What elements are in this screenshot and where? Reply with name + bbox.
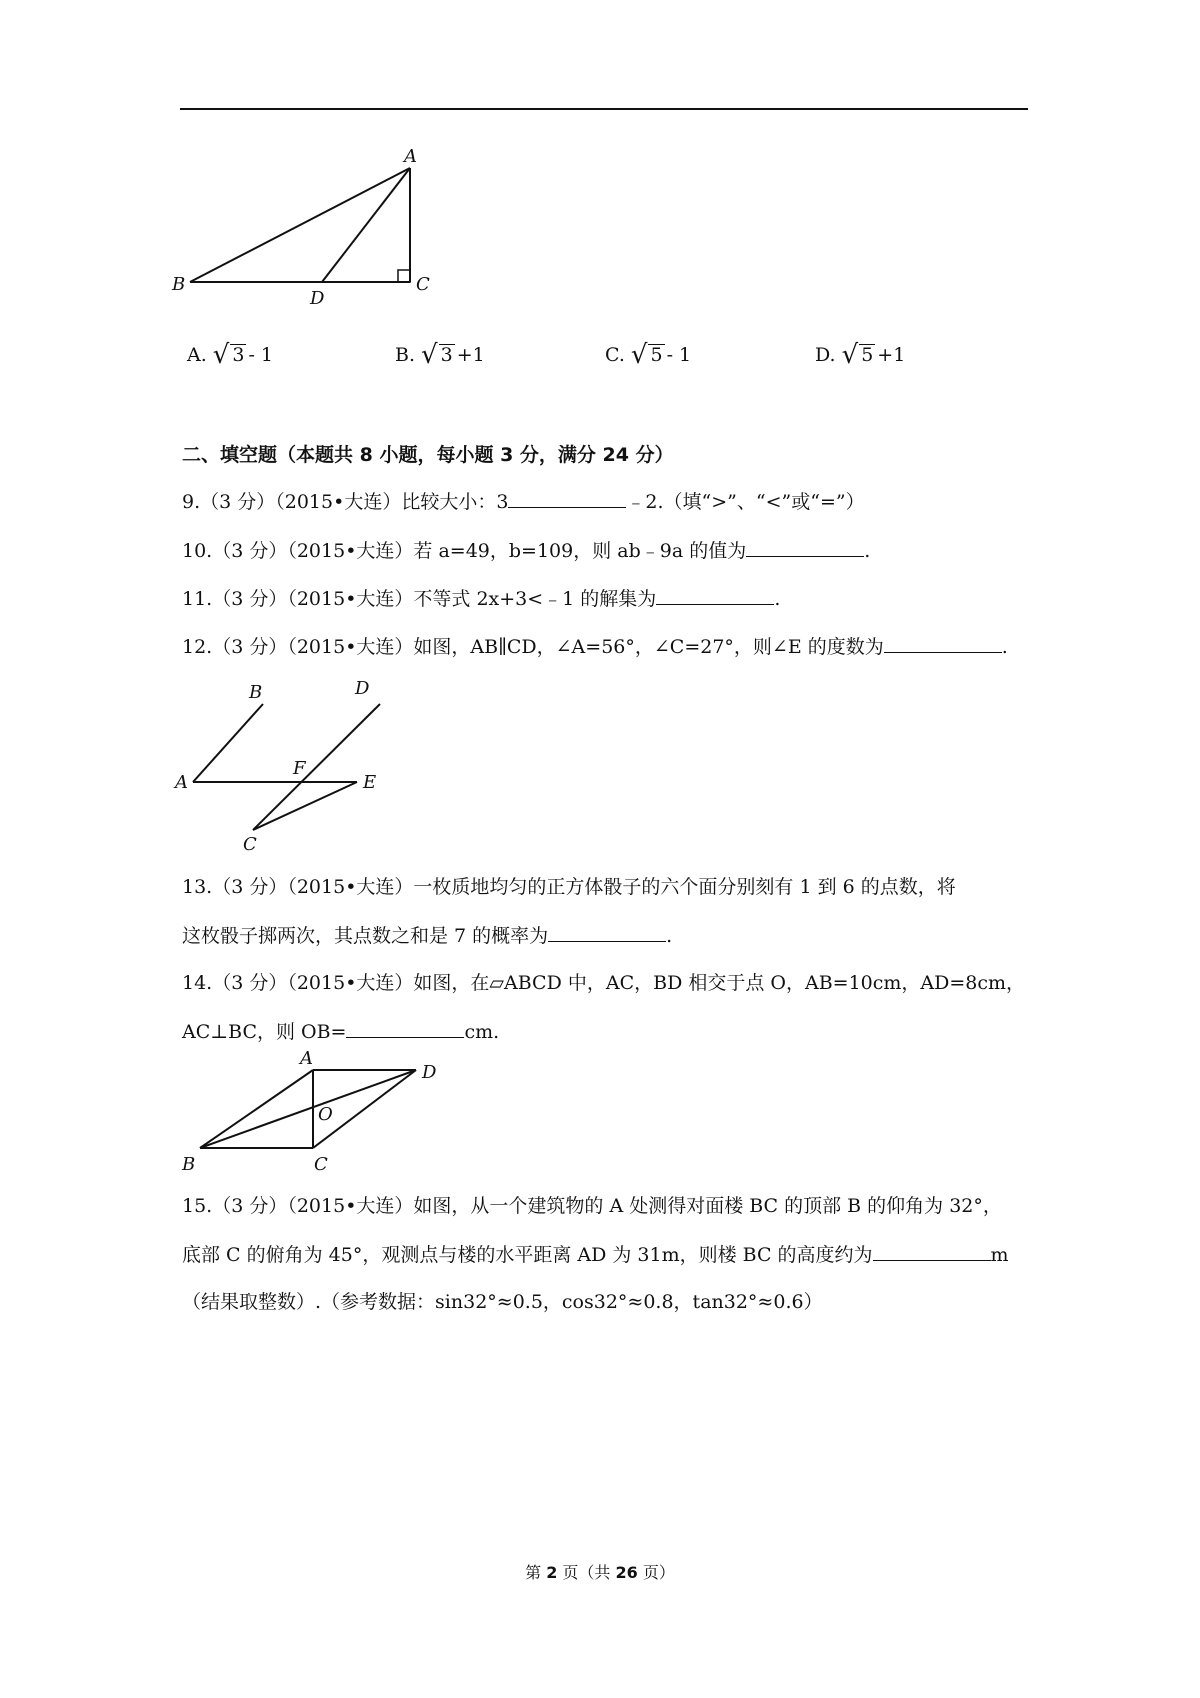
label-D: D (310, 288, 325, 309)
triangle-figure-svg (170, 146, 430, 320)
label-B: B (182, 1154, 196, 1175)
parallel-lines-figure (175, 678, 415, 855)
radical-sign: √ (421, 340, 438, 370)
label-A: A (404, 146, 417, 167)
question-12 (182, 632, 1008, 661)
question-text: . (864, 540, 871, 562)
choice-b[interactable] (395, 342, 485, 368)
section-title: 二、填空题（本题共 8 小题，每小题 3 分，满分 24 分） (182, 444, 674, 466)
question-13-line-2 (182, 921, 672, 950)
label-C: C (243, 834, 257, 855)
question-text: m (990, 1244, 1009, 1266)
answer-blank[interactable] (873, 1240, 991, 1261)
question-14-line-1 (182, 969, 1025, 997)
question-text: ﹣2.（填“>”、“<”或“=”） (626, 491, 865, 513)
label-C: C (416, 274, 430, 295)
question-text: AC⊥BC，则 OB= (182, 1021, 347, 1043)
label-C: C (314, 1154, 328, 1175)
answer-blank[interactable] (346, 1017, 464, 1038)
question-text: . (666, 925, 673, 947)
parallelogram-figure (178, 1048, 448, 1178)
choice-letter: C. (605, 344, 625, 366)
question-text: （结果取整数）.（参考数据：sin32°≈0.5，cos32°≈0.8，tan32°≈0.6） (182, 1291, 823, 1313)
label-D: D (355, 678, 370, 699)
question-text: 9.（3 分）（2015•大连）比较大小：3 (182, 491, 509, 513)
choice-letter: A. (187, 344, 207, 366)
question-text: cm. (464, 1021, 500, 1043)
question-9 (182, 487, 865, 516)
choice-tail: +1 (456, 344, 485, 366)
answer-blank[interactable] (508, 487, 626, 508)
question-text: 12.（3 分）（2015•大连）如图，AB∥CD，∠A=56°，∠C=27°，则∠E 的度数为 (182, 636, 884, 658)
question-text: 这枚骰子掷两次，其点数之和是 7 的概率为 (182, 925, 549, 947)
choice-tail: +1 (877, 344, 906, 366)
label-A: A (300, 1048, 313, 1069)
question-11 (182, 584, 780, 613)
answer-blank[interactable] (884, 632, 1002, 653)
question-text: 15.（3 分）（2015•大连）如图，从一个建筑物的 A 处测得对面楼 BC 的顶部 B 的仰角为 32°， (182, 1195, 1002, 1217)
choice-tail: - 1 (666, 344, 692, 366)
label-B: B (172, 274, 186, 295)
question-14-line-2 (182, 1017, 499, 1046)
label-A: A (175, 772, 188, 793)
choice-letter: B. (395, 344, 416, 366)
radical-sign: √ (841, 340, 859, 370)
choice-c[interactable] (605, 342, 691, 368)
question-15-line-3 (182, 1288, 823, 1316)
answer-blank[interactable] (548, 921, 666, 942)
answer-blank[interactable] (746, 536, 864, 557)
label-B: B (249, 682, 263, 703)
radicand: 3 (440, 344, 453, 367)
radicand: 5 (861, 344, 874, 367)
choice-a[interactable] (187, 342, 273, 368)
question-10 (182, 536, 870, 565)
choice-letter: D. (815, 344, 836, 366)
radicand: 3 (232, 344, 245, 367)
label-D: D (422, 1062, 437, 1083)
triangle-figure (170, 146, 430, 320)
label-F: F (293, 758, 306, 779)
question-text: . (774, 588, 781, 610)
question-13-line-1 (182, 873, 956, 901)
question-text: 底部 C 的俯角为 45°，观测点与楼的水平距离 AD 为 31m，则楼 BC 的高度约为 (182, 1244, 873, 1266)
question-text: . (1001, 636, 1008, 658)
question-15-line-2 (182, 1240, 1009, 1269)
radical-sign: √ (630, 340, 648, 370)
question-text: 11.（3 分）（2015•大连）不等式 2x+3<﹣1 的解集为 (182, 588, 657, 610)
choice-d[interactable] (815, 342, 905, 368)
answer-choices (187, 342, 1047, 382)
header-rule (180, 108, 1028, 110)
radicand: 5 (650, 344, 663, 367)
label-E: E (363, 772, 377, 793)
label-O: O (318, 1104, 333, 1125)
parallel-lines-figure-svg (175, 678, 415, 855)
question-text: 10.（3 分）（2015•大连）若 a=49，b=109，则 ab﹣9a 的值为 (182, 540, 747, 562)
footer-text: 页） (637, 1563, 675, 1582)
page-footer (0, 1560, 1200, 1583)
question-text: 14.（3 分）（2015•大连）如图，在▱ABCD 中，AC，BD 相交于点 O，AB=10cm，AD=8cm， (182, 972, 1026, 994)
choice-tail: - 1 (248, 344, 273, 366)
question-text: 13.（3 分）（2015•大连）一枚质地均匀的正方体骰子的六个面分别刻有 1 到 6 的点数，将 (182, 876, 956, 898)
footer-text: 第 (525, 1563, 547, 1582)
question-15-line-1 (182, 1192, 1002, 1220)
answer-blank[interactable] (656, 584, 774, 605)
total-pages: 26 (615, 1563, 638, 1582)
current-page-number: 2 (546, 1563, 558, 1582)
parallelogram-figure-svg (178, 1048, 448, 1178)
radical-sign: √ (212, 340, 230, 370)
footer-text: 页（共 (557, 1563, 616, 1582)
